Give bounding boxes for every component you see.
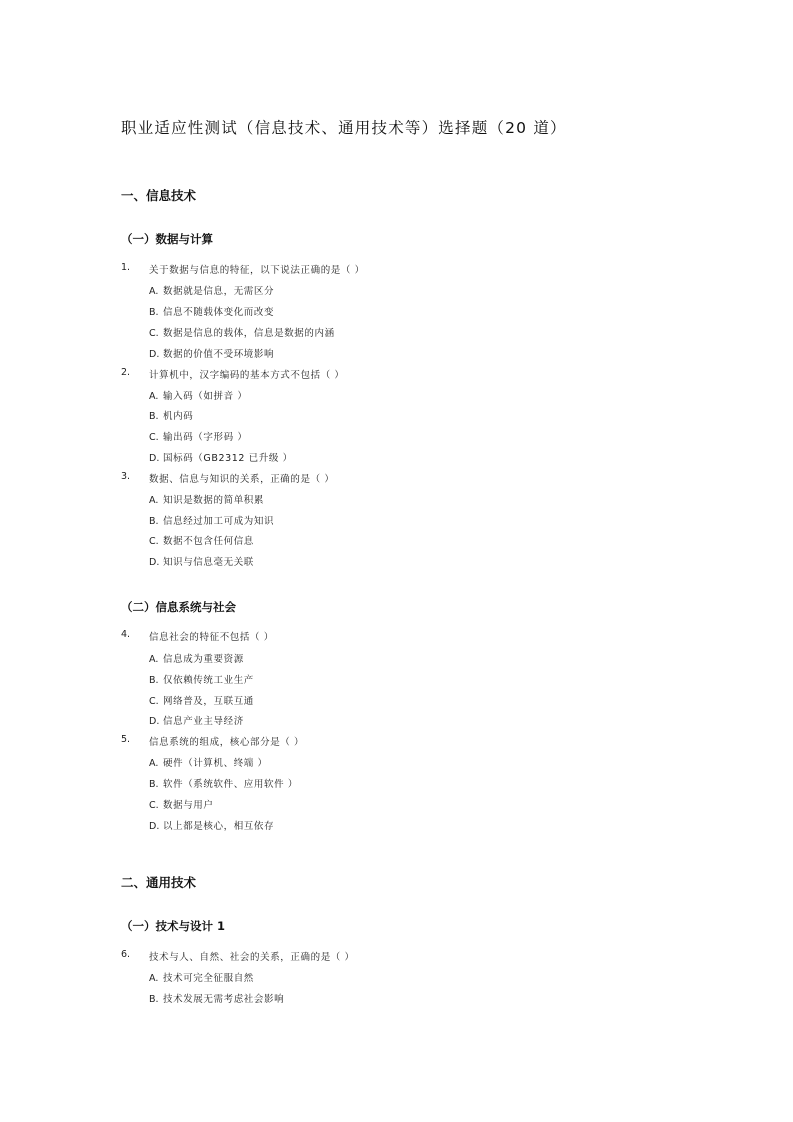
option-text: 信息成为重要资源	[163, 654, 244, 665]
option-letter: D.	[149, 453, 160, 464]
question-text: 数据、信息与知识的关系，正确的是（ ）	[149, 474, 335, 485]
option-letter: C.	[149, 696, 159, 707]
option-letter: B.	[149, 675, 159, 686]
question-number: 5.	[121, 734, 131, 745]
option-b	[149, 304, 274, 318]
option-text: 机内码	[163, 411, 194, 422]
option-letter: B.	[149, 994, 159, 1005]
option-text: 信息经过加工可成为知识	[163, 516, 275, 527]
option-letter: A.	[149, 495, 159, 506]
question-number: 3.	[121, 471, 131, 482]
option-text: 知识与信息毫无关联	[163, 557, 254, 568]
option-d	[149, 346, 274, 360]
document-title: 职业适应性测试（信息技术、通用技术等）选择题（20 道）	[121, 119, 567, 137]
subsection-heading-info-systems: （二）信息系统与社会	[121, 600, 236, 614]
option-letter: D.	[149, 349, 160, 360]
option-text: 以上都是核心，相互依存	[163, 821, 275, 832]
option-text: 硬件（计算机、终端 ）	[163, 758, 268, 769]
option-c	[149, 693, 254, 707]
option-letter: C.	[149, 536, 159, 547]
subsection-heading-data-computing: （一）数据与计算	[121, 232, 213, 246]
section-heading-it: 一、信息技术	[121, 188, 197, 203]
option-letter: B.	[149, 779, 159, 790]
option-text: 输出码（字形码 ）	[163, 432, 248, 443]
option-c	[149, 325, 335, 339]
option-text: 网络普及，互联互通	[163, 696, 254, 707]
option-text: 数据不包含任何信息	[163, 536, 254, 547]
option-text: 数据与用户	[163, 800, 214, 811]
option-text: 国标码（GB2312 已升级 ）	[163, 453, 293, 464]
option-letter: A.	[149, 973, 159, 984]
question-text: 技术与人、自然、社会的关系，正确的是（ ）	[149, 952, 355, 963]
option-a	[149, 283, 274, 297]
option-letter: B.	[149, 516, 159, 527]
option-letter: A.	[149, 654, 159, 665]
question-number: 6.	[121, 949, 131, 960]
option-text: 技术发展无需考虑社会影响	[163, 994, 285, 1005]
subsection-heading-tech-design: （一）技术与设计 1	[121, 919, 226, 933]
option-letter: C.	[149, 800, 159, 811]
question-text: 关于数据与信息的特征，以下说法正确的是（ ）	[149, 265, 365, 276]
option-b	[149, 672, 254, 686]
question-text: 计算机中，汉字编码的基本方式不包括（ ）	[149, 370, 345, 381]
question-text: 信息系统的组成，核心部分是（ ）	[149, 737, 305, 748]
option-letter: A.	[149, 286, 159, 297]
option-letter: A.	[149, 391, 159, 402]
option-letter: D.	[149, 557, 160, 568]
option-text: 信息产业主导经济	[163, 716, 244, 727]
option-letter: B.	[149, 411, 159, 422]
option-letter: B.	[149, 307, 159, 318]
option-letter: C.	[149, 328, 159, 339]
option-a	[149, 492, 264, 506]
option-text: 知识是数据的简单积累	[163, 495, 265, 506]
option-letter: D.	[149, 716, 160, 727]
option-b	[149, 408, 193, 422]
option-b	[149, 513, 274, 527]
option-text: 仅依赖传统工业生产	[163, 675, 254, 686]
option-c	[149, 533, 254, 547]
option-a	[149, 651, 244, 665]
option-text: 软件（系统软件、应用软件 ）	[163, 779, 298, 790]
option-d	[149, 818, 274, 832]
question-number: 4.	[121, 629, 131, 640]
option-letter: C.	[149, 432, 159, 443]
question-number: 1.	[121, 262, 131, 273]
option-d	[149, 450, 293, 464]
option-text: 信息不随载体变化而改变	[163, 307, 275, 318]
option-d	[149, 713, 244, 727]
option-d	[149, 554, 254, 568]
option-b	[149, 776, 298, 790]
question-text: 信息社会的特征不包括（ ）	[149, 632, 274, 643]
option-text: 技术可完全征服自然	[163, 973, 254, 984]
option-text: 输入码（如拼音 ）	[163, 391, 248, 402]
option-letter: D.	[149, 821, 160, 832]
option-a	[149, 755, 268, 769]
option-c	[149, 429, 247, 443]
question-number: 2.	[121, 367, 131, 378]
option-c	[149, 797, 214, 811]
option-b	[149, 991, 284, 1005]
option-a	[149, 970, 254, 984]
option-text: 数据是信息的载体，信息是数据的内涵	[163, 328, 335, 339]
option-text: 数据的价值不受环境影响	[163, 349, 275, 360]
option-letter: A.	[149, 758, 159, 769]
section-heading-general-tech: 二、通用技术	[121, 875, 197, 890]
option-text: 数据就是信息，无需区分	[163, 286, 275, 297]
option-a	[149, 388, 247, 402]
